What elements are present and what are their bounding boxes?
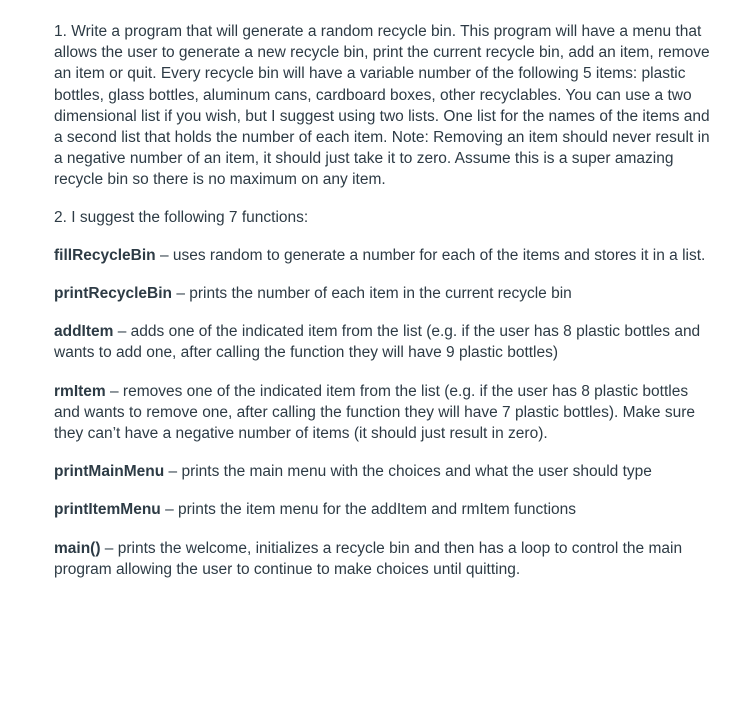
function-description: – prints the number of each item in the current recycle bin xyxy=(172,285,572,303)
function-description: – prints the item menu for the addItem and rmItem functions xyxy=(160,501,577,519)
function-description: – prints the welcome, initializes a recycle bin and then has a loop to control the main program allowing the user to continue to make choices until quitting. xyxy=(54,539,683,578)
function-printitemmenu xyxy=(54,499,714,520)
function-printmainmenu xyxy=(54,461,714,482)
function-name: rmItem xyxy=(54,382,106,400)
function-fillrecyclebin xyxy=(54,245,714,266)
function-name: main() xyxy=(54,539,101,557)
function-description: – prints the main menu with the choices and what the user should type xyxy=(164,463,652,481)
function-name: printItemMenu xyxy=(54,501,161,519)
function-additem xyxy=(54,321,714,363)
function-name: addItem xyxy=(54,323,114,341)
function-name: fillRecycleBin xyxy=(54,246,156,264)
functions-intro: 2. I suggest the following 7 functions: xyxy=(54,208,309,226)
function-description: – removes one of the indicated item from the list (e.g. if the user has 8 plastic bottles and wants to remove one, after calling the function they will have 7 plastic bottles). Make sure they can’t have a negative number of items (it should just result in zero). xyxy=(54,382,696,443)
function-main xyxy=(54,538,714,580)
function-name: printRecycleBin xyxy=(54,285,173,303)
function-rmitem xyxy=(54,381,714,445)
function-description: – uses random to generate a number for each of the items and stores it in a list. xyxy=(155,246,706,264)
function-printrecyclebin xyxy=(54,283,714,304)
intro-paragraph: 1. Write a program that will generate a random recycle bin. This program will have a menu that allows the user to generate a new recycle bin, print the current recycle bin, add an item, remove an item or quit. Every recycle bin will have a variable number of the following 5 items: plastic bottles, glass bottles, aluminum cans, cardboard boxes, other recyclables. You can use a two dimensional list if you wish, but I suggest using two lists. One list for the names of the items and a second list that holds the number of each item. Note: Removing an item should never result in a negative number of an item, it should just take it to zero. Assume this is a super amazing recycle bin so there is no maximum on any item. xyxy=(54,23,710,189)
function-name: printMainMenu xyxy=(54,463,165,481)
assignment-document xyxy=(54,21,714,580)
function-description: – adds one of the indicated item from the list (e.g. if the user has 8 plastic bottles and wants to add one, after calling the function they will have 9 plastic bottles) xyxy=(54,323,701,362)
